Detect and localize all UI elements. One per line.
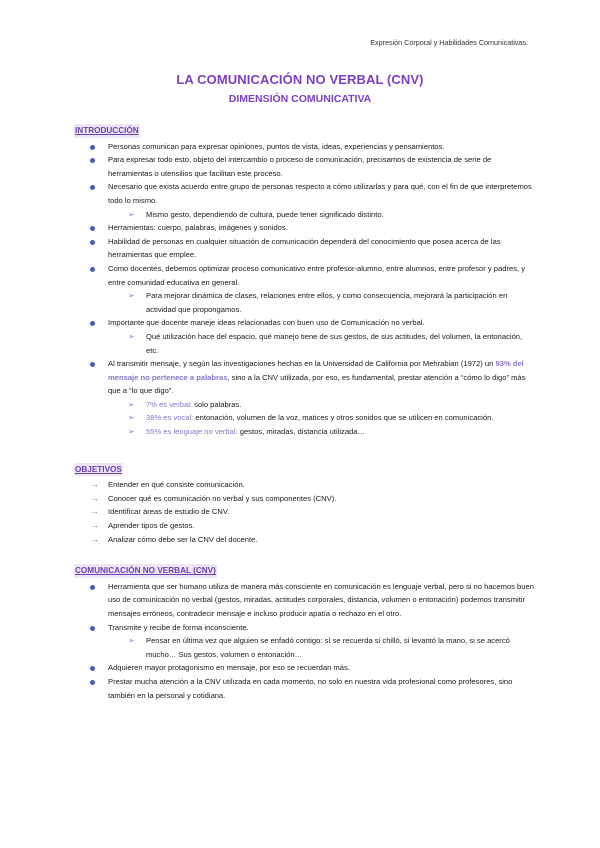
text-segment: Al transmitir mensaje, y según las investigaciones hechas en la Universidad de California por Mehrabian (1972) un [108,359,496,369]
section-heading-objetivos: OBJETIVOS [74,463,123,477]
list-item [74,357,534,439]
list-item: Prestar mucha atención a la CNV utilizada en cada momento, no solo en nuestra vida profesional como profesores, sino también en la personal y cotidiana. [74,675,534,702]
sub-list-item [108,398,534,412]
sub-list-item: ➢ Qué utilización hace del espacio, qué manejo tiene de sus gestos, de sus actitudes, del volumen, la entonación, etc. [108,330,534,357]
list-item: → Entender en qué consiste comunicación. [74,478,534,492]
list-item-text: Transmite y recibe de forma inconsciente. [108,622,249,632]
objetivos-list [74,478,534,546]
list-item [74,316,534,357]
sub-list-item: ➢ Mismo gesto, dependiendo de cultura, puede tener significado distinto. [108,208,534,222]
list-item [74,621,534,662]
list-item: Adquieren mayor protagonismo en mensaje, por eso se recuerdan más. [74,661,534,675]
highlight-93-percent: 93% del mensaje no pertenece a palabras [108,359,524,382]
list-item-text: Como docentes, debemos optimizar proceso comunicativo entre profesor-alumno, entre alumnos, entre profesor y padres, y entre comunidad educativa en general. [108,263,526,287]
sub-list-item: ➢ Para mejorar dinámica de clases, relaciones entre ellos, y como consecuencia, mejorará la participación en actividad que propongamos. [108,289,534,316]
list-item-text [108,359,525,395]
list-item: Para expresar todo esto, objeto del intercambio o proceso de comunicación, precisamos de existencia de serie de herramientas o utensilios que facilitan este proceso. [74,153,534,180]
sub-list [108,208,534,222]
list-item [74,262,534,316]
list-item: Herramientas: cuerpo, palabras, imágenes y sonidos. [74,221,534,235]
sub-list [108,398,534,439]
list-item-text: Importante que docente maneje ideas relacionadas con buen uso de Comunicación no verbal. [108,318,425,328]
sub-list [108,634,534,661]
list-item-text: Necesario que exista acuerdo entre grupo de personas respecto a cómo utilizarlas y para qué, con el fin de que interpretemos todo lo mismo. [108,182,532,205]
document-subtitle: DIMENSIÓN COMUNICATIVA [228,93,372,105]
document-title: LA COMUNICACIÓN NO VERBAL (CNV) [176,72,424,87]
list-item: Habilidad de personas en cualquier situación de comunicación dependerá del conocimiento que posea acerca de las herramientas que emplee. [74,235,534,262]
list-item [74,180,534,221]
sub-list-item: ➢ Pensar en última vez que alguien se enfadó contigo: sí se recuerda si chilló, si levantó la mano, si se acercó mucho… Sus gestos, volumen o entonación… [108,634,534,661]
section-heading-introduccion: INTRODUCCIÓN [74,124,140,138]
intro-list [74,140,534,439]
cnv-list [74,580,534,702]
sub-list-item [108,425,534,439]
list-item: → Aprender tipos de gestos. [74,519,534,533]
document-body [74,124,534,702]
sub-list [108,330,534,357]
text-segment: , sino a la CNV utilizada, por eso, es fundamental, prestar atención a “cómo lo digo” más que a “lo que digo”. [108,372,526,396]
highlight-label: 38% es vocal: [146,413,194,423]
sub-list-text: entonación, volumen de la voz, matices y otros sonidos que se utilicen en comunicación. [193,413,494,423]
list-item: Personas comunican para expresar opiniones, puntos de vista, ideas, experiencias y pensamientos. [74,140,534,154]
sub-list-item [108,411,534,425]
sub-list-text: solo palabras. [192,399,242,409]
highlight-label: 55% es lenguaje no verbal: [146,427,238,437]
sub-list [108,289,534,316]
running-header: Expresión Corporal y Habilidades Comunicativas. [370,38,528,47]
list-item: → Analizar cómo debe ser la CNV del docente. [74,533,534,547]
list-item: → Identificar áreas de estudio de CNV. [74,505,534,519]
sub-list-text: gestos, miradas, distancia utilizada… [237,427,366,437]
list-item: → Conocer qué es comunicación no verbal y sus componentes (CNV). [74,492,534,506]
highlight-label: 7% es verbal: [146,399,193,409]
list-item: Herramienta que ser humano utiliza de manera más consciente en comunicación es lenguaje verbal, pero si no hacemos buen uso de comunicación no verbal (gestos, miradas, actitudes corporales, distancia, volumen o entonación) podemos transmitir mensajes erróneos, contradecir mensaje e incluso producir apatía o rechazo en el otro. [74,580,534,621]
section-heading-cnv: COMUNICACIÓN NO VERBAL (CNV) [74,564,217,578]
